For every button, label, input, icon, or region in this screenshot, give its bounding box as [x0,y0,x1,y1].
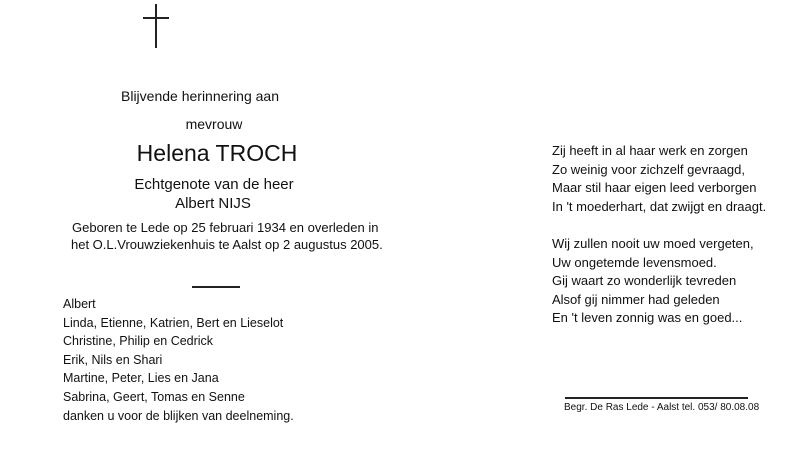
footer-rule [565,397,748,399]
spouse-label: Echtgenote van de heer [134,176,294,193]
poem-line: Gij waart zo wonderlijk tevreden [552,273,737,289]
poem-line: In 't moederhart, dat zwijgt en draagt. [552,198,767,214]
family-line: Albert [63,297,96,311]
spouse-name: Albert NIJS [175,195,251,212]
poem-stanza-2 [552,236,754,329]
poem-stanza-1 [552,143,766,217]
family-line: Linda, Etienne, Katrien, Bert en Lieselot [63,315,284,330]
funeral-director-footer: Begr. De Ras Lede - Aalst tel. 053/ 80.08.08 [564,402,760,413]
family-line: Christine, Philip en Cedrick [63,334,214,349]
title: mevrouw [185,116,243,132]
family-line: Martine, Peter, Lies en Jana [63,371,219,386]
family-line: Erik, Nils en Shari [63,352,163,367]
birth-line: Geboren te Lede op 25 februari 1934 en overleden in [72,220,379,235]
poem-line: Zo weinig voor zichzelf gevraagd, [552,161,745,177]
poem-line: En 't leven zonnig was en goed... [552,310,743,326]
poem-line: Uw ongetemde levensmoed. [552,254,717,270]
deceased-name: Helena TROCH [136,140,298,166]
divider [192,286,240,288]
family-list [63,297,294,427]
poem-line: Wij zullen nooit uw moed vergeten, [552,236,754,251]
family-line: danken u voor de blijken van deelneming. [63,408,294,423]
poem-line: Zij heeft in al haar werk en zorgen [552,143,748,158]
family-line: Sabrina, Geert, Tomas en Senne [63,389,245,404]
poem-line: Alsof gij nimmer had geleden [552,291,720,307]
poem-line: Maar stil haar eigen leed verborgen [552,180,757,196]
heading: Blijvende herinnering aan [121,88,279,104]
death-line: het O.L.Vrouwziekenhuis te Aalst op 2 augustus 2005. [71,237,383,252]
